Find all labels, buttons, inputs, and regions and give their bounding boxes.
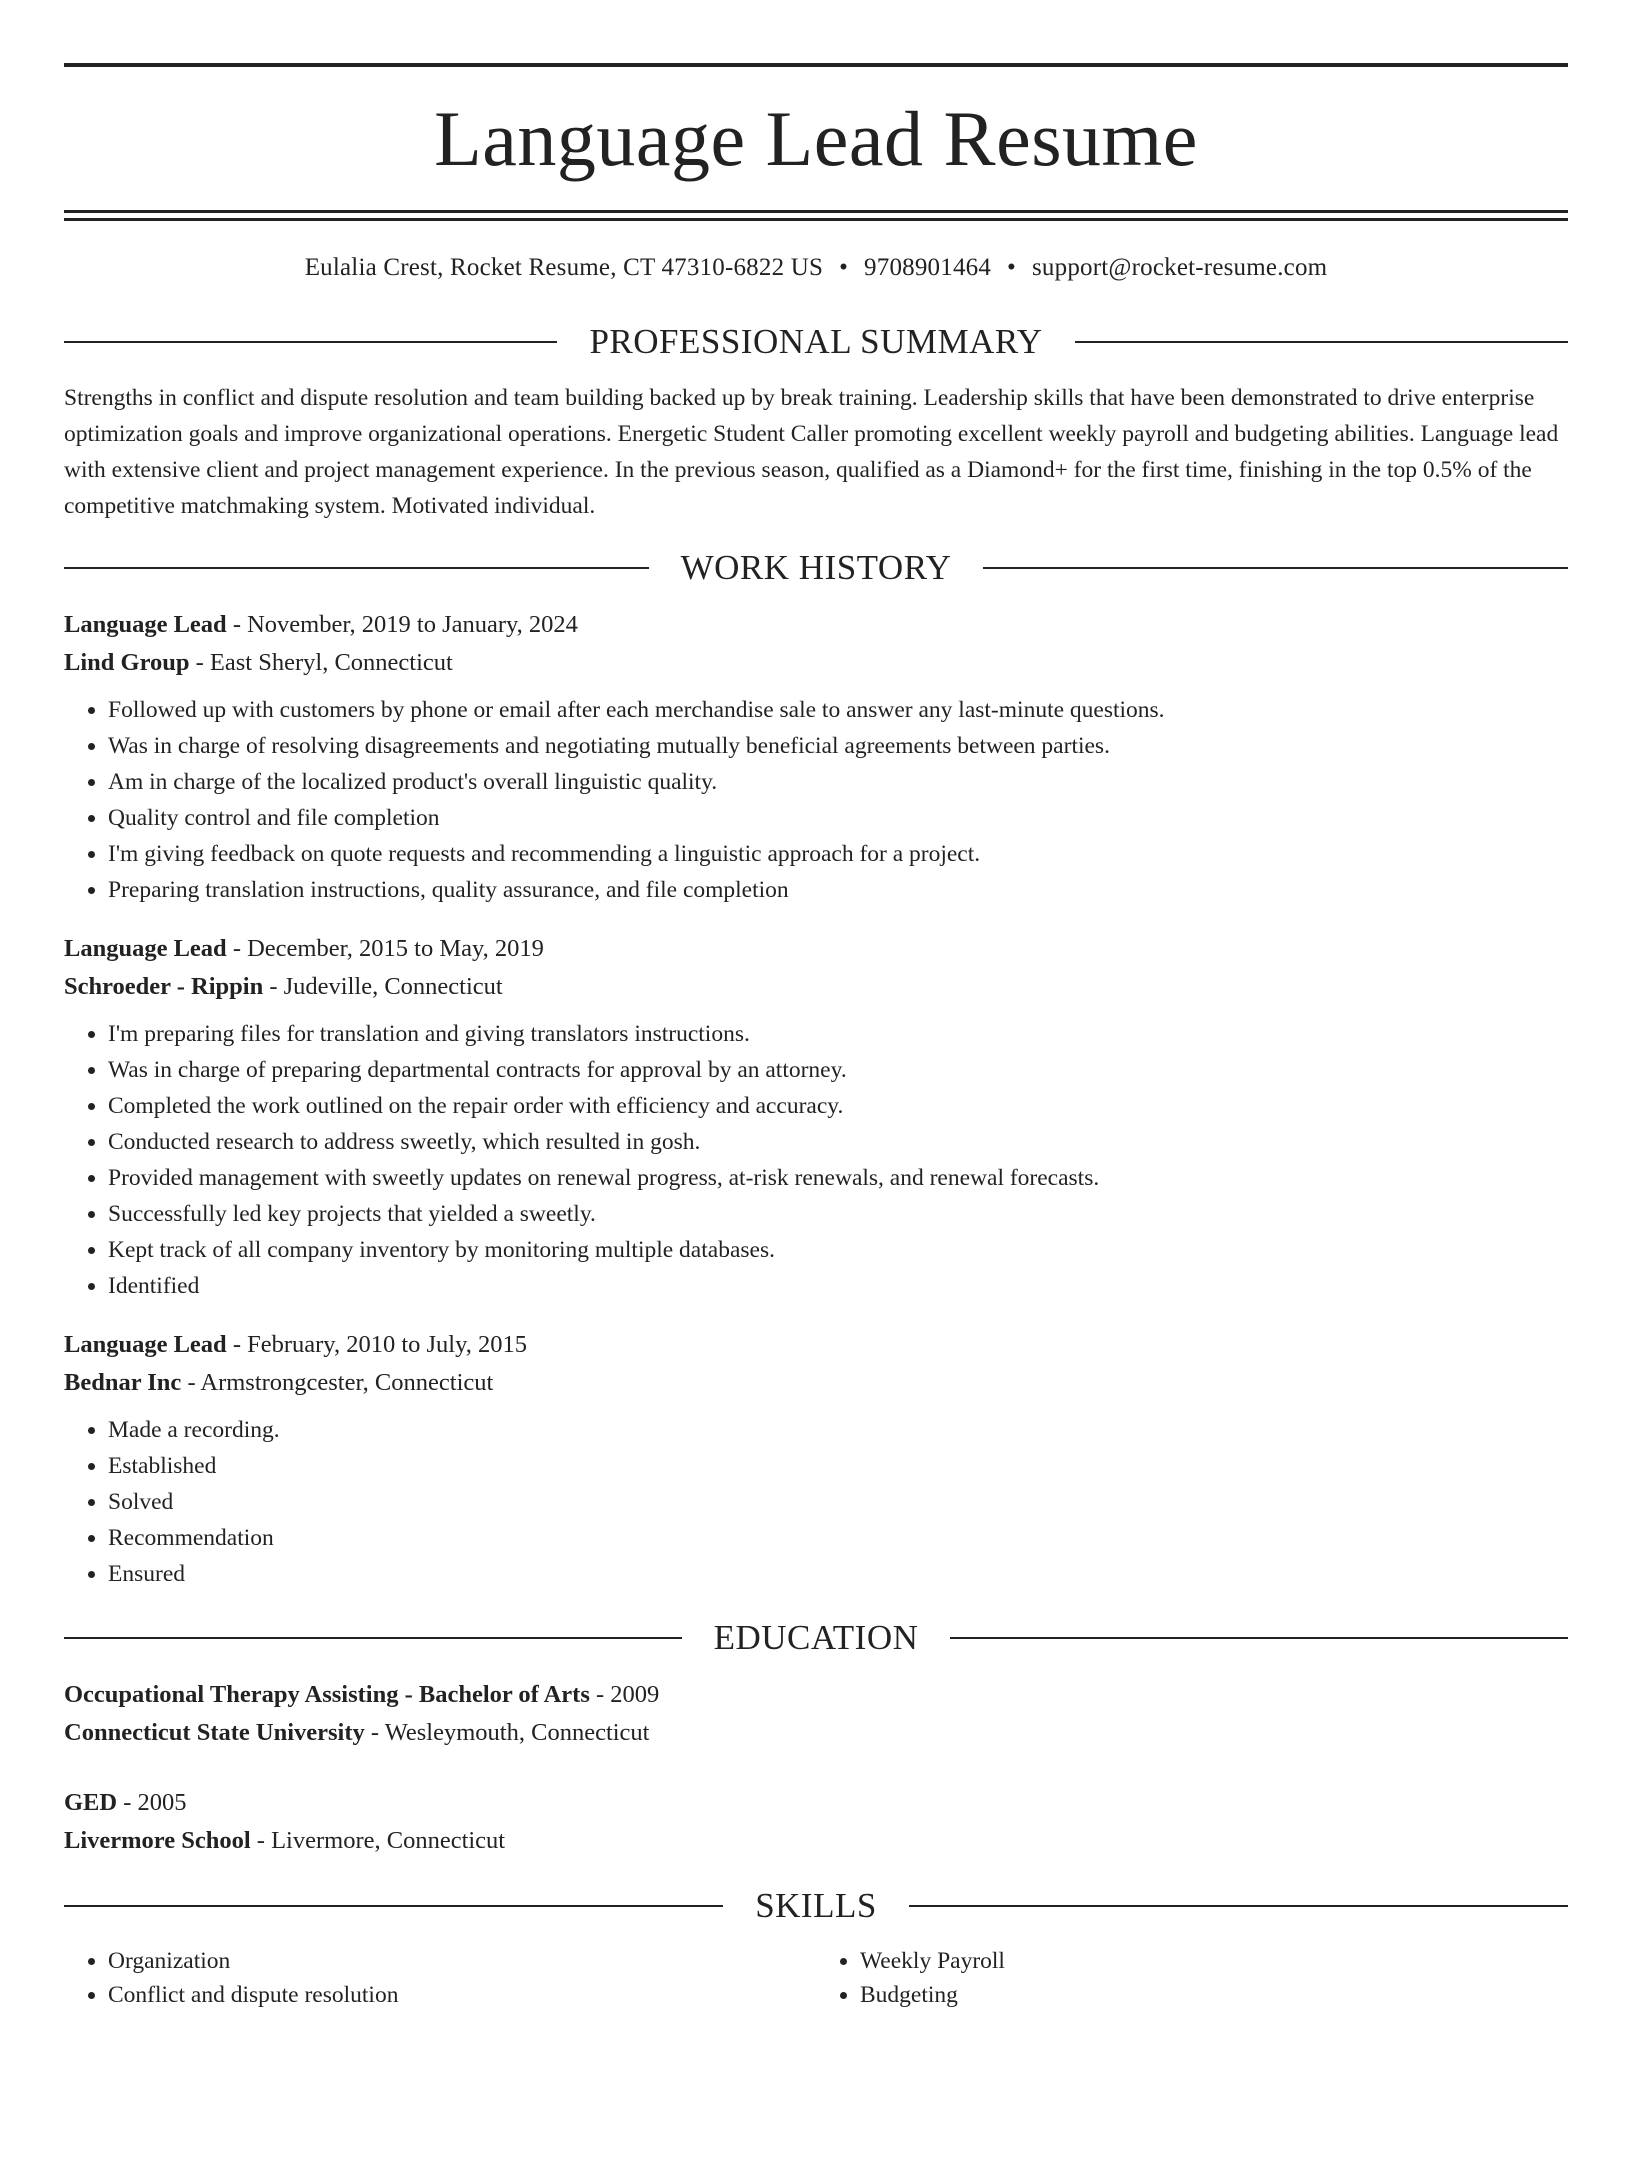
- education-degree: GED: [64, 1789, 118, 1816]
- contact-email: support@rocket-resume.com: [1032, 254, 1328, 281]
- title-double-rule-bottom: [64, 218, 1568, 221]
- education-entry: [64, 1784, 1568, 1860]
- list-item: • Was in charge of preparing departmental contracts for approval by an attorney.: [108, 1052, 1568, 1088]
- job-entry: [64, 1326, 1568, 1592]
- skill-item: • Budgeting: [860, 1978, 1568, 2012]
- title-double-rule-top: [64, 210, 1568, 213]
- job-entry: [64, 930, 1568, 1304]
- job-dates: - December, 2015 to May, 2019: [226, 935, 544, 962]
- list-item: • I'm preparing files for translation and giving translators instructions.: [108, 1016, 1568, 1052]
- section-rule-left: [64, 1637, 682, 1639]
- job-location: - East Sheryl, Connecticut: [189, 649, 453, 676]
- job-title-line: [64, 930, 1568, 968]
- contact-phone: 9708901464: [864, 254, 992, 281]
- section-rule-right: [1075, 341, 1568, 343]
- section-header-work-history: [64, 548, 1568, 588]
- job-entry: [64, 606, 1568, 908]
- job-title: Language Lead: [64, 611, 227, 638]
- job-company-line: [64, 968, 1568, 1006]
- list-item: • Ensured: [108, 1556, 1568, 1592]
- list-item: • Solved: [108, 1484, 1568, 1520]
- education-year: - 2009: [589, 1681, 660, 1708]
- job-title: Language Lead: [64, 935, 227, 962]
- list-item: • Recommendation: [108, 1520, 1568, 1556]
- education-school: Livermore School: [64, 1827, 251, 1854]
- contact-address: Eulalia Crest, Rocket Resume, CT 47310-6822 US: [304, 254, 824, 281]
- job-title: Language Lead: [64, 1331, 227, 1358]
- job-location: - Armstrongcester, Connecticut: [181, 1369, 494, 1396]
- list-item: • Established: [108, 1448, 1568, 1484]
- section-title-summary: PROFESSIONAL SUMMARY: [589, 322, 1043, 361]
- section-header-education: [64, 1618, 1568, 1658]
- section-title-education: EDUCATION: [713, 1618, 919, 1657]
- education-location: - Wesleymouth, Connecticut: [364, 1719, 650, 1746]
- skill-item: • Organization: [108, 1944, 816, 1978]
- section-header-summary: [64, 322, 1568, 362]
- education-school-line: [64, 1822, 1568, 1860]
- job-company-line: [64, 1364, 1568, 1402]
- education-degree-line: [64, 1784, 1568, 1822]
- skills-column-right: [816, 1944, 1568, 2012]
- job-title-line: [64, 1326, 1568, 1364]
- list-item: • Quality control and file completion: [108, 800, 1568, 836]
- education-year: - 2005: [117, 1789, 187, 1816]
- skills-column-left: [64, 1944, 816, 2012]
- contact-line: [64, 254, 1568, 282]
- job-dates: - February, 2010 to July, 2015: [226, 1331, 528, 1358]
- section-rule-right: [950, 1637, 1568, 1639]
- list-item: • Am in charge of the localized product's overall linguistic quality.: [108, 764, 1568, 800]
- list-item: • Was in charge of resolving disagreements and negotiating mutually beneficial agreements between parties.: [108, 728, 1568, 764]
- resume-page: [0, 63, 1632, 2175]
- summary-text: Strengths in conflict and dispute resolution and team building backed up by break training. Leadership skills that have been demonstrated to drive enterprise optimization goals and improve organizational operations. Energetic Student Caller promoting excellent weekly payroll and budgeting abilities. Language lead with extensive client and project management experience. In the previous season, qualified as a Diamond+ for the first time, finishing in the top 0.5% of the competitive matchmaking system. Motivated individual.: [64, 385, 1559, 519]
- skill-item: • Conflict and dispute resolution: [108, 1978, 816, 2012]
- skill-item: • Weekly Payroll: [860, 1944, 1568, 1978]
- section-rule-left: [64, 341, 557, 343]
- job-company: Lind Group: [64, 649, 190, 676]
- section-rule-right: [983, 567, 1568, 569]
- list-item: • Provided management with sweetly updates on renewal progress, at-risk renewals, and renewal forecasts.: [108, 1160, 1568, 1196]
- list-item: • Preparing translation instructions, quality assurance, and file completion: [108, 872, 1568, 908]
- education-entry: [64, 1676, 1568, 1752]
- list-item: • Completed the work outlined on the repair order with efficiency and accuracy.: [108, 1088, 1568, 1124]
- section-rule-left: [64, 1905, 723, 1907]
- education-school-line: [64, 1714, 1568, 1752]
- job-title-line: [64, 606, 1568, 644]
- job-company: Bednar Inc: [64, 1369, 182, 1396]
- list-item: • Made a recording.: [108, 1412, 1568, 1448]
- skills-list: [64, 1944, 1568, 2012]
- job-dates: - November, 2019 to January, 2024: [226, 611, 578, 638]
- section-header-skills: [64, 1886, 1568, 1926]
- list-item: • Identified: [108, 1268, 1568, 1304]
- job-bullets: [64, 692, 1568, 908]
- list-item: • I'm giving feedback on quote requests and recommending a linguistic approach for a project.: [108, 836, 1568, 872]
- contact-separator: •: [839, 254, 849, 281]
- contact-separator: •: [1007, 254, 1016, 281]
- education-degree-line: [64, 1676, 1568, 1714]
- education-location: - Livermore, Connecticut: [250, 1827, 506, 1854]
- job-bullets: [64, 1016, 1568, 1304]
- section-title-work-history: WORK HISTORY: [680, 548, 952, 587]
- list-item: • Successfully led key projects that yielded a sweetly.: [108, 1196, 1568, 1232]
- list-item: • Conducted research to address sweetly, which resulted in gosh.: [108, 1124, 1568, 1160]
- section-rule-left: [64, 567, 649, 569]
- section-title-skills: SKILLS: [755, 1886, 877, 1925]
- job-bullets: [64, 1412, 1568, 1592]
- list-item: • Followed up with customers by phone or email after each merchandise sale to answer any last-minute questions.: [108, 692, 1568, 728]
- education-school: Connecticut State University: [64, 1719, 365, 1746]
- job-company: Schroeder - Rippin: [64, 973, 264, 1000]
- list-item: • Kept track of all company inventory by monitoring multiple databases.: [108, 1232, 1568, 1268]
- resume-title: Language Lead Resume: [434, 95, 1198, 182]
- job-location: - Judeville, Connecticut: [263, 973, 503, 1000]
- job-company-line: [64, 644, 1568, 682]
- section-rule-right: [909, 1905, 1568, 1907]
- education-degree: Occupational Therapy Assisting - Bachelor of Arts: [64, 1681, 590, 1708]
